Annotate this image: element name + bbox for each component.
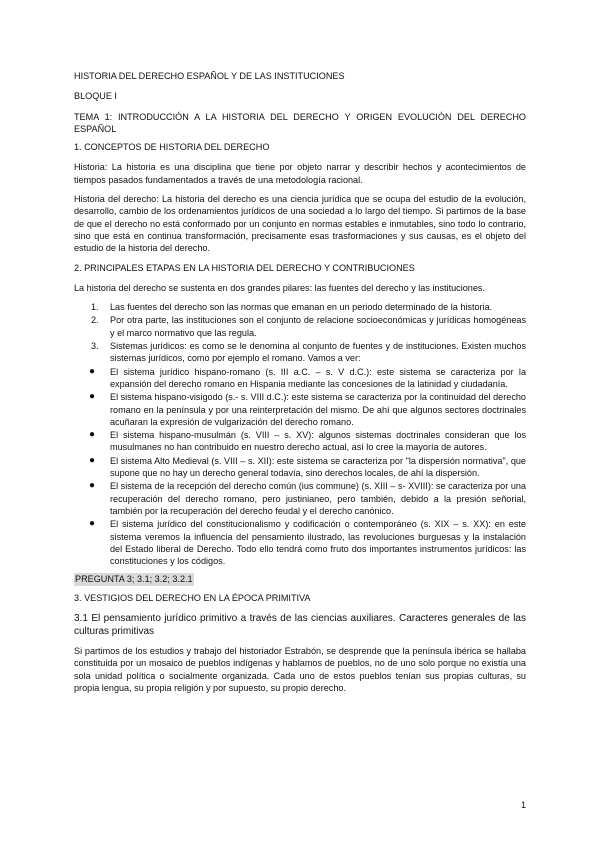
list-number: 2.	[91, 315, 99, 326]
section-2-heading: 2. PRINCIPALES ETAPAS EN LA HISTORIA DEL DERECHO Y CONTRIBUCIONES	[74, 262, 415, 273]
bullet-icon: ●	[89, 391, 96, 403]
list-item	[74, 391, 526, 428]
list-item	[74, 429, 526, 454]
list-item	[74, 518, 526, 567]
list-item-text: El sistema Alto Medieval (s. VIII – s. XII): este sistema se caracteriza por "la dispersión normativa", que supone que no hay un derecho general todavía, sino derechos locales, de ahí la dispersión.	[110, 455, 526, 479]
tema-title: TEMA 1: INTRODUCCIÓN A LA HISTORIA DEL DERECHO Y ORIGEN EVOLUCIÓN DEL DERECHO ESPAÑOL	[74, 111, 526, 134]
list-item	[74, 366, 526, 391]
list-item	[74, 301, 526, 313]
section-3-heading: 3. VESTIGIOS DEL DERECHO EN LA ÉPOCA PRIMITIVA	[74, 592, 311, 603]
bullet-icon: ●	[89, 429, 96, 441]
list-item-text: El sistema jurídico del constitucionalismo y codificación o contemporáneo (s. XIX – s. XX): en este sistema veremos la influencia del pensamiento ilustrado, las revoluciones burguesas y la instalación del Estado liberal de Derecho. Todo ello tendrá como fruto dos importantes instrumentos jurídicos: las constituciones y los códigos.	[110, 519, 526, 567]
list-number: 1.	[91, 302, 99, 313]
list-item-text: Las fuentes del derecho son las normas que emanan en un periodo determinado de la historia.	[110, 302, 493, 313]
section-3-paragraph: Si partimos de los estudios y trabajo del historiador Estrabón, se desprende que la península ibérica se hallaba constituida por un mosaico de pueblos indígenas y hablamos de pueblos, no de uno solo porque no existía una sola unidad política o socialmente organizada. Cada uno de estos pueblos tenían sus propias culturas, su propia lengua, su propia religión y por supuesto, su propio derecho.	[74, 645, 526, 693]
section-1-paragraph-historia-derecho: Historia del derecho: La historia del derecho es una ciencia jurídica que se ocupa del estudio de la evolución, desarrollo, cambio de los ordenamientos jurídicos de una sociedad a lo largo del tiempo. Si partimos de la base de que el derecho no está conformado por un conjunto en normas estables e inmutables, sino todo lo contrario, sino que está en continua transformación, precisamente esas trasformaciones y sus causas, es el objeto del estudio de la historia del derecho.	[74, 194, 526, 254]
list-item-text: El sistema hispano-visigodo (s.- s. VIII d.C.): este sistema se caracteriza por la continuidad del derecho romano en la península y por una reinterpretación del mismo. De ahí que algunos sectores doctrinales acuñaran la expresión de vulgarización del derecho romano.	[110, 392, 526, 427]
bullet-icon: ●	[89, 480, 96, 492]
list-item-text: Sistemas jurídicos: es como se le denomina al conjunto de fuentes y de instituciones. Existen muchos sistemas jurídicos, como por ejemplo el romano. Vamos a ver:	[110, 341, 526, 364]
list-item	[74, 314, 526, 339]
list-item-text: El sistema jurídico hispano-romano (s. III a.C. – s. V d.C.): este sistema se caracteriza por la expansión del derecho romano en Hispania mediante las concesiones de la latinidad y ciudadanía.	[110, 366, 526, 389]
question-tag: PREGUNTA 3; 3.1; 3.2; 3.2.1	[75, 574, 193, 585]
list-item	[74, 340, 526, 365]
page-number: 1	[521, 800, 527, 810]
bullet-icon: ●	[89, 365, 96, 377]
list-item	[74, 455, 526, 480]
document-body	[74, 70, 526, 701]
list-number: 3.	[91, 341, 99, 352]
block-label: BLOQUE I	[74, 91, 117, 102]
section-3-subheading: 3.1 El pensamiento jurídico primitivo a través de las ciencias auxiliares. Caracteres generales de las culturas primitivas	[74, 612, 526, 637]
list-item-text: Por otra parte, las instituciones son el conjunto de relacione socioeconómicas y jurídicas homogéneas y el marco normativo que las regula.	[110, 315, 526, 338]
list-item-text: El sistema hispano-musulmán (s. VIII – s. XV): algunos sistemas doctrinales consideran que los musulmanes no han contribuido en nuestro derecho actual, así lo cree la mayoría de autores.	[110, 430, 526, 453]
document-title: HISTORIA DEL DERECHO ESPAÑOL Y DE LAS INSTITUCIONES	[74, 71, 345, 81]
bullet-icon: ●	[89, 518, 96, 530]
section-2-intro: La historia del derecho se sustenta en dos grandes pilares: las fuentes del derecho y las instituciones.	[74, 282, 485, 293]
list-item-text: El sistema de la recepción del derecho común (ius commune) (s. XIII – s- XVIII): se caracteriza por una recuperación del derecho romano, pero justinianeo, pero también, debido a la presión señorial, también por la recuperación del derecho feudal y el derecho canónico.	[110, 481, 526, 516]
bullet-list	[74, 366, 526, 568]
section-1-paragraph-historia: Historia: La historia es una disciplina que tiene por objeto narrar y describir hechos y acontecimientos de tiempos pasados fundamentados a través de una metodología racional.	[74, 162, 526, 185]
list-item	[74, 480, 526, 517]
numbered-list	[74, 301, 526, 364]
bullet-icon: ●	[89, 454, 96, 466]
section-1-heading: 1. CONCEPTOS DE HISTORIA DEL DERECHO	[74, 142, 270, 153]
